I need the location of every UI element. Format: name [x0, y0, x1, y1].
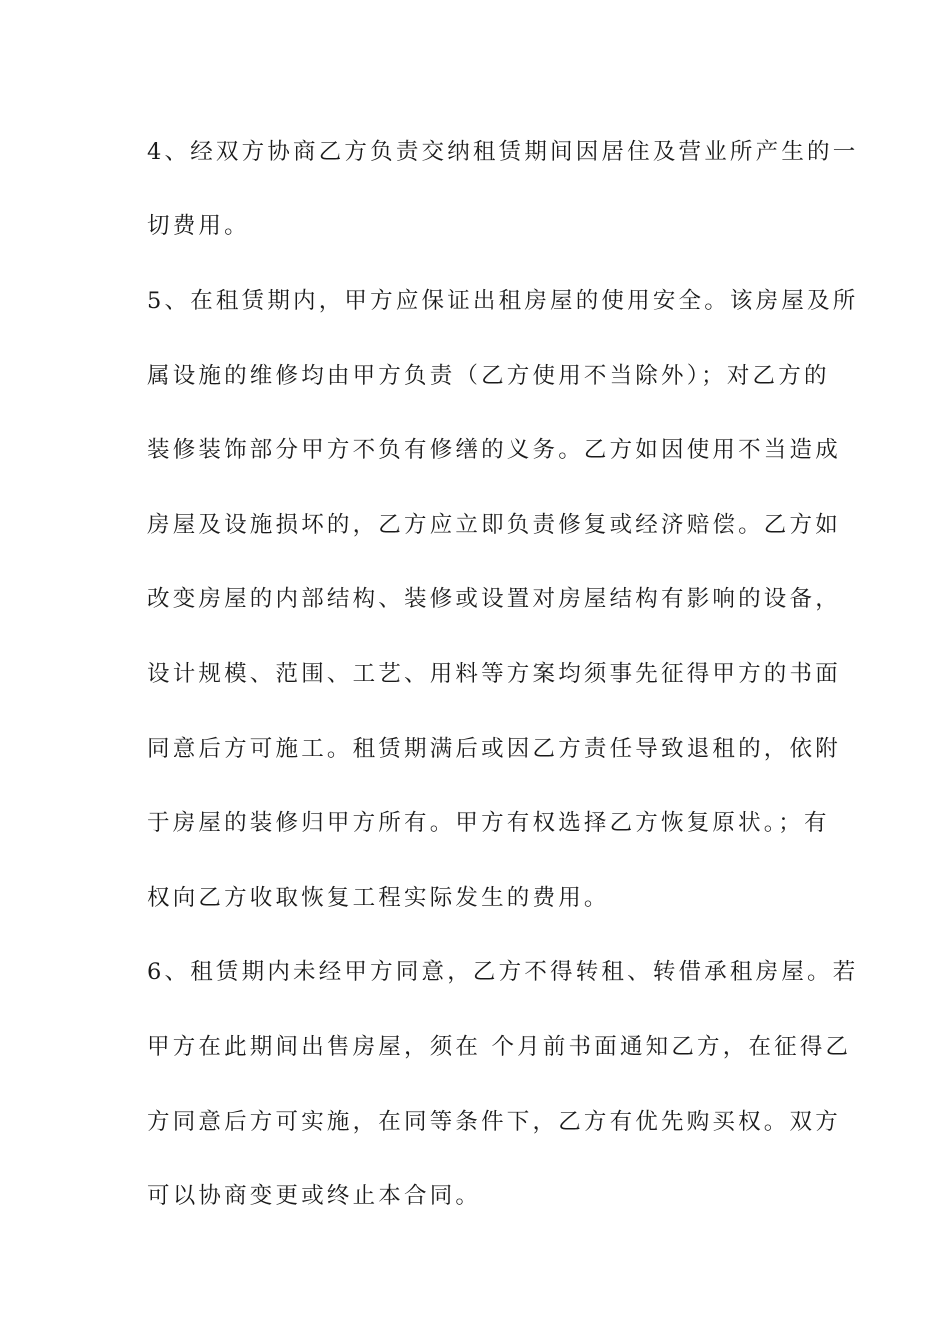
clause-5-line-7: 同意后方可施工。租赁期满后或因乙方责任导致退租的，依附	[147, 736, 841, 762]
clause-6-line-4: 可以协商变更或终止本合同。	[147, 1183, 482, 1209]
clause-5-line-8: 于房屋的装修归甲方所有。甲方有权选择乙方恢复原状。；有	[147, 810, 830, 836]
clause-5-line-6: 设计规模、范围、工艺、用料等方案均须事先征得甲方的书面	[147, 661, 841, 687]
clause-5-line-1: 5、在租赁期内，甲方应保证出租房屋的使用安全。该房屋及所	[147, 288, 859, 314]
clause-5-line-5: 改变房屋的内部结构、装修或设置对房屋结构有影响的设备，	[147, 586, 841, 612]
clause-5-line-4: 房屋及设施损坏的，乙方应立即负责修复或经济赔偿。乙方如	[147, 512, 841, 538]
clause-5-line-3: 装修装饰部分甲方不负有修缮的义务。乙方如因使用不当造成	[147, 437, 841, 463]
clause-4-line-1: 4、经双方协商乙方负责交纳租赁期间因居住及营业所产生的一	[147, 139, 859, 165]
clause-5-line-9: 权向乙方收取恢复工程实际发生的费用。	[147, 885, 610, 911]
clause-6-line-2: 甲方在此期间出售房屋，须在 个月前书面通知乙方，在征得乙	[147, 1034, 852, 1060]
clause-4-line-2: 切费用。	[147, 213, 250, 239]
clause-5-line-2: 属设施的维修均由甲方负责（乙方使用不当除外）；对乙方的	[147, 363, 830, 389]
clause-6-line-3: 方同意后方可实施，在同等条件下，乙方有优先购买权。双方	[147, 1109, 841, 1135]
clause-6-line-1: 6、租赁期内未经甲方同意，乙方不得转租、转借承租房屋。若	[147, 959, 859, 985]
